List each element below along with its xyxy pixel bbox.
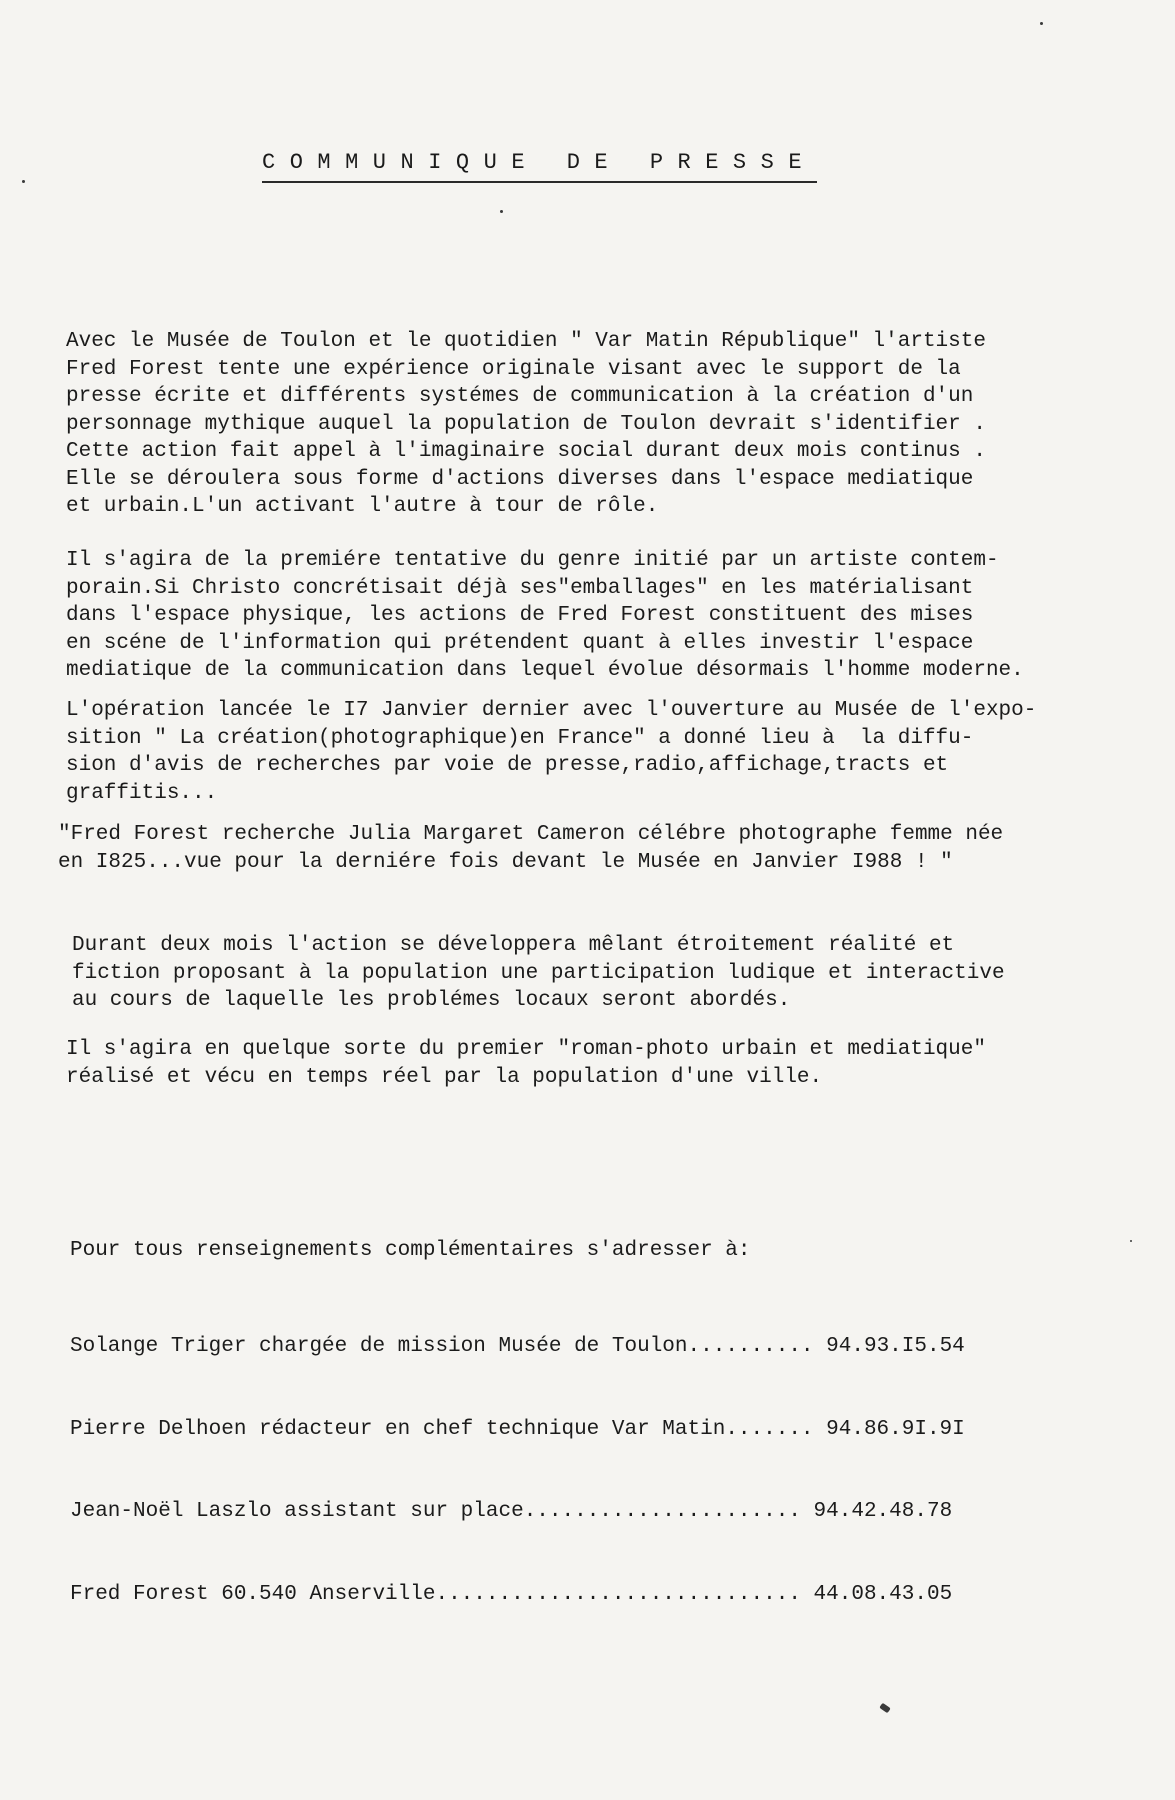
contact-phone: 94.86.9I.9I	[826, 1417, 965, 1441]
paper-speck	[1040, 22, 1043, 25]
paragraph-intro	[66, 328, 986, 521]
contact-phone: 94.93.I5.54	[826, 1335, 965, 1358]
text-line: Durant deux mois l'action se développera mêlant étroitement réalité et	[72, 934, 955, 957]
text-line: Avec le Musée de Toulon et le quotidien " Var Matin République" l'artiste	[66, 330, 986, 353]
paragraph-operation	[66, 697, 1036, 807]
contact-name: Solange Triger chargée de mission Musée de Toulon	[70, 1335, 688, 1358]
contact-leader-dots: ..........	[687, 1335, 814, 1358]
contact-row	[70, 1416, 965, 1444]
contact-list	[70, 1278, 965, 1663]
text-line: fiction proposant à la population une participation ludique et interactive	[72, 961, 1005, 985]
text-line: et urbain.L'un activant l'autre à tour de rôle.	[66, 495, 659, 518]
contact-leader-dots: .......	[725, 1417, 814, 1441]
text-line: L'opération lancée le I7 Janvier dernier avec l'ouverture au Musée de l'expo-	[66, 699, 1037, 722]
text-line: mediatique de la communication dans lequel évolue désormais l'homme moderne.	[66, 659, 1024, 682]
text-line: Fred Forest tente une expérience originale visant avec le support de la	[66, 357, 961, 381]
contact-leader-dots: ......................	[523, 1500, 801, 1523]
contact-row	[70, 1581, 965, 1609]
paragraph-quote	[58, 821, 1003, 876]
text-line: sion d'avis de recherches par voie de presse,radio,affichage,tracts et	[66, 754, 949, 777]
text-line: Cette action fait appel à l'imaginaire social durant deux mois continus .	[66, 440, 986, 463]
contact-phone: 94.42.48.78	[813, 1500, 953, 1523]
paragraph-duration	[72, 932, 1005, 1015]
paper-speck	[1130, 1240, 1132, 1242]
paper-speck	[22, 180, 25, 183]
paragraph-roman-photo	[66, 1036, 986, 1091]
text-line: Elle se déroulera sous forme d'actions diverses dans l'espace mediatique	[66, 467, 974, 491]
text-line: sition " La création(photographique)en France" a donné lieu à la diffu-	[66, 726, 974, 750]
contact-name: Fred Forest 60.540 Anserville	[70, 1582, 436, 1606]
text-line: Il s'agira en quelque sorte du premier "roman-photo urbain et mediatique"	[66, 1038, 986, 1061]
contact-row	[70, 1333, 965, 1361]
text-line: porain.Si Christo concrétisait déjà ses"emballages" en les matérialisant	[66, 576, 974, 600]
contact-name: Jean-Noël Laszlo assistant sur place	[70, 1500, 524, 1523]
paragraph-context	[66, 547, 1024, 685]
paper-speck	[879, 1703, 891, 1714]
text-line: en I825...vue pour la derniére fois devant le Musée en Janvier I988 ! "	[58, 850, 953, 874]
text-line: au cours de laquelle les problémes locaux seront abordés.	[72, 989, 791, 1012]
text-line: Il s'agira de la premiére tentative du genre initié par un artiste contem-	[66, 549, 999, 572]
text-line: "Fred Forest recherche Julia Margaret Cameron célébre photographe femme née	[58, 823, 1004, 846]
text-line: presse écrite et différents systémes de communication à la création d'un	[66, 385, 974, 408]
text-line: graffitis...	[66, 781, 218, 805]
contact-row	[70, 1498, 965, 1526]
contact-name: Pierre Delhoen rédacteur en chef technique Var Matin	[70, 1417, 726, 1441]
contact-phone: 44.08.43.05	[813, 1582, 953, 1606]
paper-speck	[500, 210, 503, 213]
page-title: COMMUNIQUE DE PRESSE	[262, 150, 817, 183]
text-line: personnage mythique auquel la population de Toulon devrait s'identifier .	[66, 412, 986, 436]
contact-heading: Pour tous renseignements complémentaires s'adresser à:	[70, 1239, 751, 1262]
text-line: réalisé et vécu en temps réel par la population d'une ville.	[66, 1065, 823, 1089]
contact-leader-dots: .............................	[435, 1582, 801, 1606]
text-line: dans l'espace physique, les actions de Fred Forest constituent des mises	[66, 604, 974, 627]
text-line: en scéne de l'information qui prétendent quant à elles investir l'espace	[66, 631, 974, 655]
